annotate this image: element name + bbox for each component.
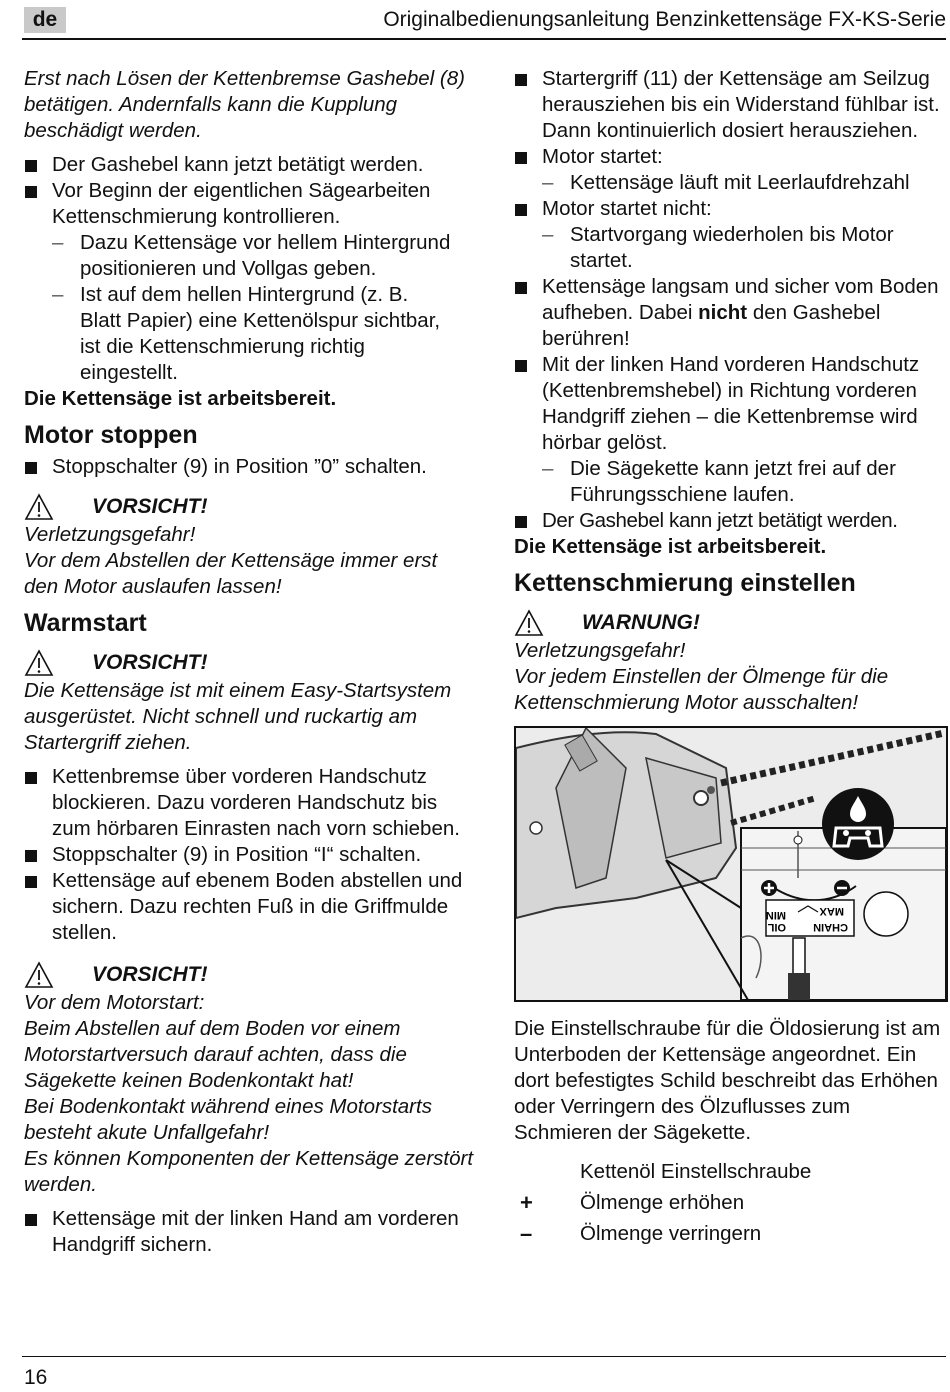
list-item: – Startvorgang wiederholen bis Motor startet. [542,222,944,274]
chainsaw-underside-illustration [516,728,946,1000]
list-item: Kettenbremse über vorderen Handschutz blockieren. Dazu vorderen Handschutz bis zum hörbaren Einrasten nach vorn schieben. [24,764,474,842]
bullet-list [24,152,474,230]
warning-text: Es können Komponenten der Kettensäge zerstört werden. [24,1147,474,1196]
warning-label: VORSICHT! [92,495,208,518]
bullet-list [24,764,474,946]
list-item: – Dazu Kettensäge vor hellem Hintergrund positionieren und Vollgas geben. [52,230,452,282]
page-header [22,4,946,40]
legend-text: Kettenöl Einstellschraube [580,1159,812,1183]
warning-label: WARNUNG! [582,611,700,634]
list-item: – Kettensäge läuft mit Leerlaufdrehzahl [542,170,944,196]
warning-header [514,608,944,638]
oil-adjustment-figure [514,726,948,1002]
legend-text: Ölmenge verringern [580,1221,762,1245]
warning-text: Vor dem Motorstart: [24,991,205,1014]
warning-triangle-icon [514,609,544,637]
dash-list [542,170,944,196]
text: Kettensäge langsam und sicher vom Boden aufheben. Dabei [542,275,939,324]
list-item: Startergriff (11) der Kettensäge am Seilzug herausziehen bis ein Widerstand fühlbar ist. Dann kontinuierlich dosiert herausziehen. [514,66,944,144]
footer-divider [22,1356,946,1357]
bullet-list [514,196,944,222]
bullet-list [514,274,944,456]
warning-text: Beim Abstellen auf dem Boden vor einem Motorstartversuch darauf achten, dass die Sägekette keinen Bodenkontakt hat! [24,1017,407,1092]
bullet-list [24,1206,474,1258]
list-item: Der Gashebel kann jetzt betätigt werden. [24,152,474,178]
language-tag: de [24,7,66,33]
page-number: 16 [24,1366,48,1389]
text: den Gashebel berühren! [542,301,881,350]
list-item: Der Gashebel kann jetzt betätigt werden. [514,508,944,534]
left-column [24,66,474,1258]
list-item: Kettensäge auf ebenem Boden abstellen und sichern. Dazu rechten Fuß in die Griffmulde stellen. [24,868,474,946]
dash-list [542,222,944,274]
legend-row [514,1187,944,1218]
list-item: Mit der linken Hand vorderen Handschutz (Kettenbremshebel) in Richtung vorderen Handgriff ziehen – die Kettenbremse wird hörbar gelöst. [514,352,944,456]
list-item: Stoppschalter (9) in Position ”0” schalten. [24,454,474,480]
list-item: Stoppschalter (9) in Position “I“ schalten. [24,842,474,868]
warning-label: VORSICHT! [92,963,208,986]
document-title: Originalbedienungsanleitung Benzinkettensäge FX-KS-Serie [383,8,946,31]
warning-text: Verletzungsgefahr! [24,523,196,546]
bullet-list [514,508,944,534]
list-item: – Ist auf dem hellen Hintergrund (z. B. Blatt Papier) eine Kettenölspur sichtbar, ist die Kettenschmierung richtig eingestellt. [52,282,452,386]
legend-symbol: + [520,1189,533,1215]
figure-label-max: MAX [819,905,844,917]
figure-legend [514,1156,944,1249]
warning-triangle-icon [24,961,54,989]
warning-text: Verletzungsgefahr! [514,639,686,662]
list-item: Kettensäge mit der linken Hand am vorderen Handgriff sichern. [24,1206,474,1258]
figure-label-oil: OIL [767,921,786,933]
warning-text: Vor jedem Einstellen der Ölmenge für die Kettenschmierung Motor ausschalten! [514,665,889,714]
figure-description: Die Einstellschraube für die Öldosierung ist am Unterboden der Kettensäge angeordnet. Ein dort befestigtes Schild beschreibt das Erhöhen oder Verringern des Ölzuflusses zum Schmieren der Sägekette. [514,1017,941,1144]
legend-row [514,1156,944,1187]
legend-symbol: – [520,1220,533,1246]
legend-row [514,1218,944,1249]
list-item: – Die Sägekette kann jetzt frei auf der Führungsschiene laufen. [542,456,944,508]
figure-label-chain: CHAIN [813,921,848,933]
list-item: Motor startet nicht: [514,196,944,222]
warning-text: Bei Bodenkontakt während eines Motorstarts besteht akute Unfallgefahr! [24,1095,432,1144]
dash-list [52,230,452,386]
warning-header [24,648,474,678]
warning-triangle-icon [24,649,54,677]
heading-chain-lubrication: Kettenschmierung einstellen [514,569,856,597]
ready-statement: Die Kettensäge ist arbeitsbereit. [514,535,827,558]
warning-triangle-icon [24,493,54,521]
bullet-list [24,454,474,480]
intro-note: Erst nach Lösen der Kettenbremse Gashebel (8) betätigen. Andernfalls kann die Kupplung beschädigt werden. [24,67,465,142]
right-column [514,66,944,1249]
emphasis-text: nicht [698,301,748,324]
heading-motor-stop: Motor stoppen [24,421,198,449]
warning-header [24,960,474,990]
list-item: Motor startet: [514,144,944,170]
list-item [514,274,944,352]
legend-text: Ölmenge erhöhen [580,1190,745,1214]
list-item: Vor Beginn der eigentlichen Sägearbeiten Kettenschmierung kontrollieren. [24,178,474,230]
warning-header [24,492,474,522]
bullet-list [514,66,944,170]
warning-text: Die Kettensäge ist mit einem Easy-Startsystem ausgerüstet. Nicht schnell und ruckartig am Startergriff ziehen. [24,679,452,754]
warning-label: VORSICHT! [92,651,208,674]
dash-list [542,456,944,508]
warning-text: Vor dem Abstellen der Kettensäge immer erst den Motor auslaufen lassen! [24,549,438,598]
ready-statement: Die Kettensäge ist arbeitsbereit. [24,387,337,410]
heading-warmstart: Warmstart [24,609,147,637]
figure-label-min: MIN [765,909,786,921]
